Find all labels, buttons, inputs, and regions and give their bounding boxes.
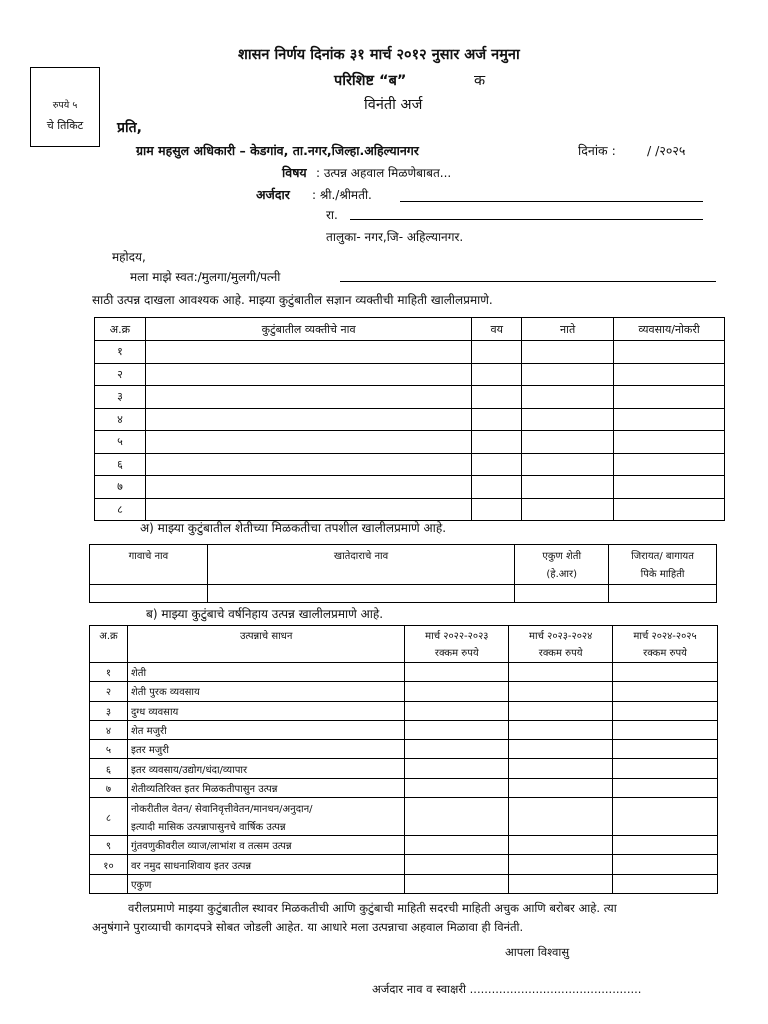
income-source-text: एकुण (130, 879, 152, 891)
land-cell[interactable] (515, 585, 609, 603)
family-cell[interactable] (614, 386, 725, 409)
family-row (95, 341, 725, 364)
income-amount-cell[interactable] (509, 663, 613, 682)
family-cell[interactable] (145, 408, 471, 431)
family-cell[interactable] (614, 498, 725, 521)
income-section-title: ब) माझ्या कुटुंबाचे वर्षनिहाय उत्पन्न खालीलप्रमाणे आहे. (146, 607, 384, 621)
income-source-text: शेत मजुरी (130, 726, 167, 738)
appendix-title: परिशिष्ट “ब” (334, 73, 407, 89)
income-row (90, 798, 718, 836)
income-amount-cell[interactable] (509, 798, 613, 836)
stamp-line1: रुपये ५ (52, 100, 78, 111)
family-row (95, 431, 725, 454)
prati-label: प्रति, (117, 120, 142, 136)
family-cell[interactable] (522, 453, 614, 476)
applicant-label: अर्जदार (256, 187, 290, 202)
income-source (127, 874, 404, 893)
income-source (127, 740, 404, 759)
income-table (89, 625, 718, 894)
body-line2: साठी उत्पन्न दाखला आवश्यक आहे. माझ्या कुटुंबातील सज्ञान व्यक्तीची माहिती खालीलप्रमाणे. (92, 293, 493, 307)
family-cell[interactable] (522, 386, 614, 409)
officer-address: ग्राम महसुल अधिकारी – केडगांव, ता.नगर,जिल्हा.अहिल्यानगर (136, 143, 419, 158)
relation-line[interactable] (340, 281, 716, 282)
subject-text: : उत्पन्न अहवाल मिळणेबाबत... (316, 166, 452, 180)
income-source-text: वर नमुद साधनाशिवाय इतर उत्पन्न (130, 860, 252, 872)
family-cell[interactable] (614, 408, 725, 431)
income-amount-cell[interactable] (509, 720, 613, 739)
income-col-sr: अ.क्र (90, 626, 128, 663)
taluka-text: तालुका- नगर,जि- अहिल्यानगर. (326, 230, 464, 244)
family-cell[interactable] (145, 386, 471, 409)
col-irrigation: जिरायत/ बागायत (631, 551, 694, 562)
land-section-title: अ) माझ्या कुटुंबातील शेतीच्या मिळकतीचा तपशील खालीलप्रमाणे आहे. (140, 521, 447, 535)
col-crops: पिके माहिती (640, 569, 685, 580)
family-cell[interactable] (145, 453, 471, 476)
family-table (94, 317, 725, 521)
income-source (127, 798, 404, 836)
income-row-number: ९ (90, 836, 128, 855)
family-row (95, 363, 725, 386)
family-row (95, 386, 725, 409)
income-amount-cell[interactable] (509, 874, 613, 893)
land-cell[interactable] (207, 585, 514, 603)
income-amount-cell[interactable] (613, 778, 718, 797)
family-cell[interactable] (145, 431, 471, 454)
applicant-name-label: : श्री./श्रीमती. (312, 188, 372, 202)
amount-label: रक्कम रुपये (434, 648, 479, 659)
income-amount-cell[interactable] (405, 836, 509, 855)
income-row-number: ५ (90, 740, 128, 759)
family-row-number: ६ (95, 453, 146, 476)
income-source-text: शेतीव्यतिरिक्त इतर मिळकतीपासुन उत्पन्न (130, 783, 278, 795)
income-source-text: दुग्ध व्यवसाय (130, 706, 179, 718)
income-source (127, 836, 404, 855)
family-row (95, 408, 725, 431)
col-relation: नाते (522, 318, 614, 341)
col-total-land-unit: (हे.आर) (546, 569, 577, 580)
family-cell[interactable] (522, 431, 614, 454)
income-col-2022-23: मार्च २०२२-२०२३ (425, 631, 489, 642)
applicant-name-line[interactable] (400, 201, 703, 202)
income-source-text: इतर मजुरी (130, 745, 169, 757)
form-title: शासन निर्णय दिनांक ३१ मार्च २०१२ नुसार अर्ज नमुना (238, 47, 520, 63)
date-field[interactable]: / /२०२५ (647, 143, 686, 158)
income-amount-cell[interactable] (613, 855, 718, 874)
income-source (127, 663, 404, 682)
body-line1: मला माझे स्वत:/मुलगा/मुलगी/पत्नी (130, 270, 281, 284)
income-source-text: गुंतवणुकीवरील व्याज/लाभांश व तत्सम उत्पन्न (130, 841, 292, 853)
income-row-number: २ (90, 682, 128, 701)
signature-line[interactable]: अर्जदार नाव व स्वाक्षरी ............................................... (372, 982, 642, 996)
col-age: वय (472, 318, 522, 341)
income-amount-cell[interactable] (509, 701, 613, 720)
amount-label: रक्कम रुपये (538, 648, 583, 659)
income-amount-cell[interactable] (405, 759, 509, 778)
salutation: महोदय, (112, 250, 146, 264)
family-cell[interactable] (614, 363, 725, 386)
income-source (127, 720, 404, 739)
family-cell[interactable] (472, 476, 522, 499)
family-cell[interactable] (522, 476, 614, 499)
family-row (95, 476, 725, 499)
declaration-line2: अनुषंगाने पुराव्याची कागदपत्रे सोबत जोडली आहेत. या आधारे मला उत्पन्नाचा अहवाल मिळावा ही विनंती. (92, 920, 524, 934)
income-amount-cell[interactable] (405, 740, 509, 759)
family-cell[interactable] (145, 341, 471, 364)
income-row-number (90, 874, 128, 893)
income-amount-cell[interactable] (405, 874, 509, 893)
family-cell[interactable] (522, 498, 614, 521)
family-row-number: १ (95, 341, 146, 364)
income-amount-cell[interactable] (405, 663, 509, 682)
family-cell[interactable] (472, 431, 522, 454)
income-row-number: ६ (90, 759, 128, 778)
income-amount-cell[interactable] (613, 682, 718, 701)
appendix-suffix: क (474, 73, 486, 89)
income-amount-cell[interactable] (405, 720, 509, 739)
family-cell[interactable] (522, 341, 614, 364)
family-cell[interactable] (145, 363, 471, 386)
income-amount-cell[interactable] (613, 836, 718, 855)
family-row-number: ७ (95, 476, 146, 499)
family-cell[interactable] (522, 363, 614, 386)
income-amount-cell[interactable] (509, 759, 613, 778)
income-amount-cell[interactable] (613, 720, 718, 739)
date-label: दिनांक : (578, 143, 616, 158)
family-cell[interactable] (145, 476, 471, 499)
family-cell[interactable] (614, 476, 725, 499)
request-title: विनंती अर्ज (364, 97, 423, 113)
family-cell[interactable] (472, 498, 522, 521)
income-amount-cell[interactable] (613, 663, 718, 682)
subject-label: विषय (282, 165, 307, 180)
land-table (89, 544, 717, 603)
income-row (90, 682, 718, 701)
income-amount-cell[interactable] (613, 701, 718, 720)
yours-faithfully: आपला विश्वासु (505, 945, 570, 959)
family-row-number: ५ (95, 431, 146, 454)
stamp-box (30, 67, 100, 147)
income-source-text: शेती (130, 668, 147, 680)
income-amount-cell[interactable] (405, 778, 509, 797)
income-amount-cell[interactable] (509, 740, 613, 759)
income-amount-cell[interactable] (509, 855, 613, 874)
income-row (90, 778, 718, 797)
income-amount-cell[interactable] (613, 759, 718, 778)
income-source (127, 682, 404, 701)
income-col-2024-25: मार्च २०२४-२०२५ (633, 631, 697, 642)
family-cell[interactable] (472, 408, 522, 431)
income-row (90, 701, 718, 720)
income-amount-cell[interactable] (405, 855, 509, 874)
family-cell[interactable] (472, 453, 522, 476)
income-row (90, 874, 718, 893)
family-cell[interactable] (522, 408, 614, 431)
family-cell[interactable] (614, 453, 725, 476)
family-cell[interactable] (472, 363, 522, 386)
income-source (127, 759, 404, 778)
family-row-number: ४ (95, 408, 146, 431)
income-row-number: ३ (90, 701, 128, 720)
family-row (95, 498, 725, 521)
land-cell[interactable] (90, 585, 208, 603)
income-amount-cell[interactable] (613, 798, 718, 836)
income-source (127, 855, 404, 874)
col-sr: अ.क्र (95, 318, 146, 341)
income-row-number: ४ (90, 720, 128, 739)
family-cell[interactable] (614, 431, 725, 454)
income-row-number: १ (90, 663, 128, 682)
income-amount-cell[interactable] (405, 682, 509, 701)
income-row (90, 759, 718, 778)
col-occupation: व्यवसाय/नोकरी (614, 318, 725, 341)
income-row (90, 836, 718, 855)
address-line[interactable] (350, 219, 703, 220)
family-row-number: ८ (95, 498, 146, 521)
income-source-text: इतर व्यवसाय/उद्योग/धंदा/व्यापार (130, 764, 248, 776)
income-amount-cell[interactable] (613, 740, 718, 759)
income-row-number: ८ (90, 798, 128, 836)
col-total-land: एकुण शेती (542, 551, 582, 562)
income-amount-cell[interactable] (509, 778, 613, 797)
family-row (95, 453, 725, 476)
income-col-source: उत्पन्नाचे साधन (127, 626, 404, 663)
income-amount-cell[interactable] (613, 874, 718, 893)
income-source (127, 701, 404, 720)
col-account-holder: खातेदाराचे नाव (207, 545, 514, 585)
income-source (127, 778, 404, 797)
income-amount-cell[interactable] (405, 701, 509, 720)
income-row (90, 740, 718, 759)
income-row-number: ७ (90, 778, 128, 797)
income-col-2023-24: मार्च २०२३-२०२४ (529, 631, 593, 642)
income-source-text-2: इत्यादी मासिक उत्पन्नापासुनचे वार्षिक उत्पन्न (130, 821, 286, 833)
family-cell[interactable] (614, 341, 725, 364)
amount-label: रक्कम रुपये (643, 648, 687, 659)
income-row (90, 855, 718, 874)
family-cell[interactable] (472, 386, 522, 409)
address-ra-label: रा. (326, 208, 338, 222)
income-row-number: १० (90, 855, 128, 874)
income-source-text: नोकरीतील वेतन/ सेवानिवृत्तीवेतन/मानधन/अनुदान/ (130, 803, 313, 815)
income-amount-cell[interactable] (509, 682, 613, 701)
col-village: गावाचे नाव (90, 545, 208, 585)
family-cell[interactable] (472, 341, 522, 364)
stamp-line2: चे तिकिट (46, 119, 84, 132)
declaration-line1: वरीलप्रमाणे माझ्या कुटुंबातील स्थावर मिळकतीची आणि कुटुंबाची माहिती सदरची माहिती अचुक आणि बरोबर आहे. त्या (128, 901, 617, 915)
family-cell[interactable] (145, 498, 471, 521)
income-amount-cell[interactable] (405, 798, 509, 836)
income-source-text: शेती पुरक व्यवसाय (130, 687, 200, 699)
land-cell[interactable] (609, 585, 717, 603)
family-row-number: ३ (95, 386, 146, 409)
income-row (90, 663, 718, 682)
family-row-number: २ (95, 363, 146, 386)
col-member-name: कुटुंबातील व्यक्तीचे नाव (145, 318, 471, 341)
income-row (90, 720, 718, 739)
income-amount-cell[interactable] (509, 836, 613, 855)
